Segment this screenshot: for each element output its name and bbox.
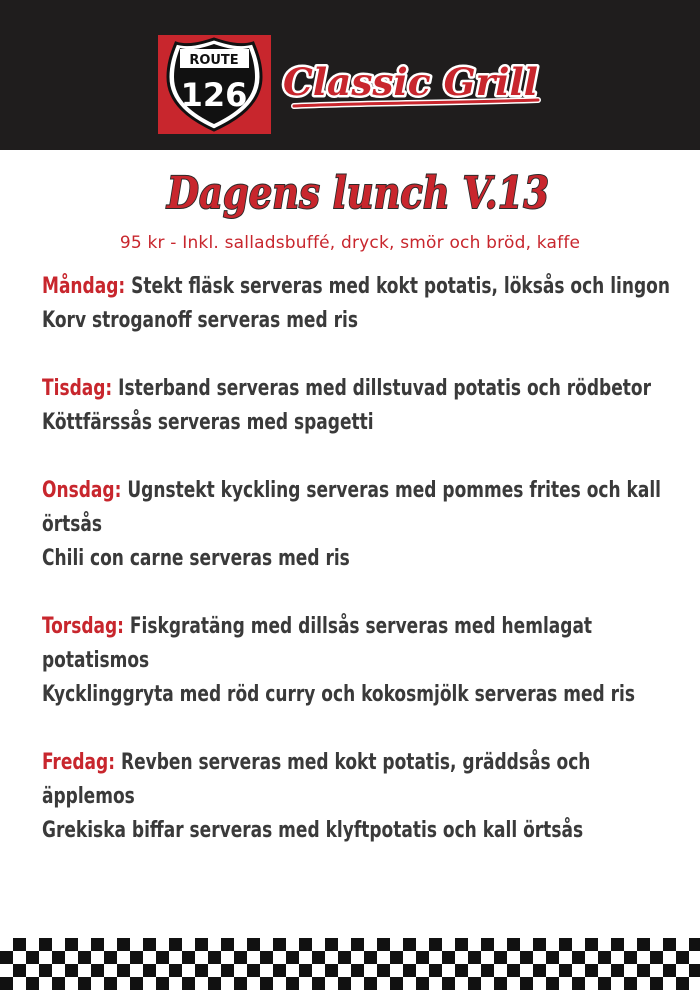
title-text: Dagens lunch V.13 xyxy=(165,168,550,219)
day-wednesday xyxy=(42,474,689,576)
lunch-menu xyxy=(42,270,692,882)
day-monday xyxy=(42,270,689,338)
day-label: Torsdag: xyxy=(42,614,124,639)
dish-alt: Chili con carne serveras med ris xyxy=(42,546,350,571)
dish-alt: Korv stroganoff serveras med ris xyxy=(42,308,358,333)
route-shield-icon xyxy=(158,35,271,134)
day-thursday xyxy=(42,610,689,712)
dish-main: Stekt fläsk serveras med kokt potatis, löksås och lingon xyxy=(131,274,671,299)
logo-number: 126 xyxy=(180,76,248,114)
dish-alt: Köttfärssås serveras med spagetti xyxy=(42,410,374,435)
checkered-border xyxy=(0,938,700,990)
day-label: Onsdag: xyxy=(42,478,122,503)
brand-wordmark xyxy=(280,48,545,120)
route-126-logo xyxy=(158,35,271,134)
day-tuesday xyxy=(42,372,689,440)
dish-alt: Kycklinggryta med röd curry och kokosmjölk serveras med ris xyxy=(42,682,635,707)
brand-name: Classic Grill xyxy=(283,60,538,104)
day-label: Måndag: xyxy=(42,274,126,299)
day-friday xyxy=(42,746,689,848)
price-line: 95 kr - Inkl. salladsbuffé, dryck, smör och bröd, kaffe xyxy=(119,233,581,253)
logo-route-text: ROUTE xyxy=(189,53,239,68)
day-label: Fredag: xyxy=(42,750,116,775)
page-title xyxy=(0,162,700,226)
dish-main: Fiskgratäng med dillsås serveras med hemlagat potatismos xyxy=(42,614,593,673)
dish-main: Isterband serveras med dillstuvad potatis och rödbetor xyxy=(118,376,652,401)
dish-main: Revben serveras med kokt potatis, gräddsås och äpplemos xyxy=(42,750,591,809)
dish-alt: Grekiska biffar serveras med klyftpotatis och kall örtsås xyxy=(42,818,584,843)
day-label: Tisdag: xyxy=(42,376,113,401)
dish-main: Ugnstekt kyckling serveras med pommes frites och kall örtsås xyxy=(42,478,662,537)
header-band xyxy=(0,0,700,150)
